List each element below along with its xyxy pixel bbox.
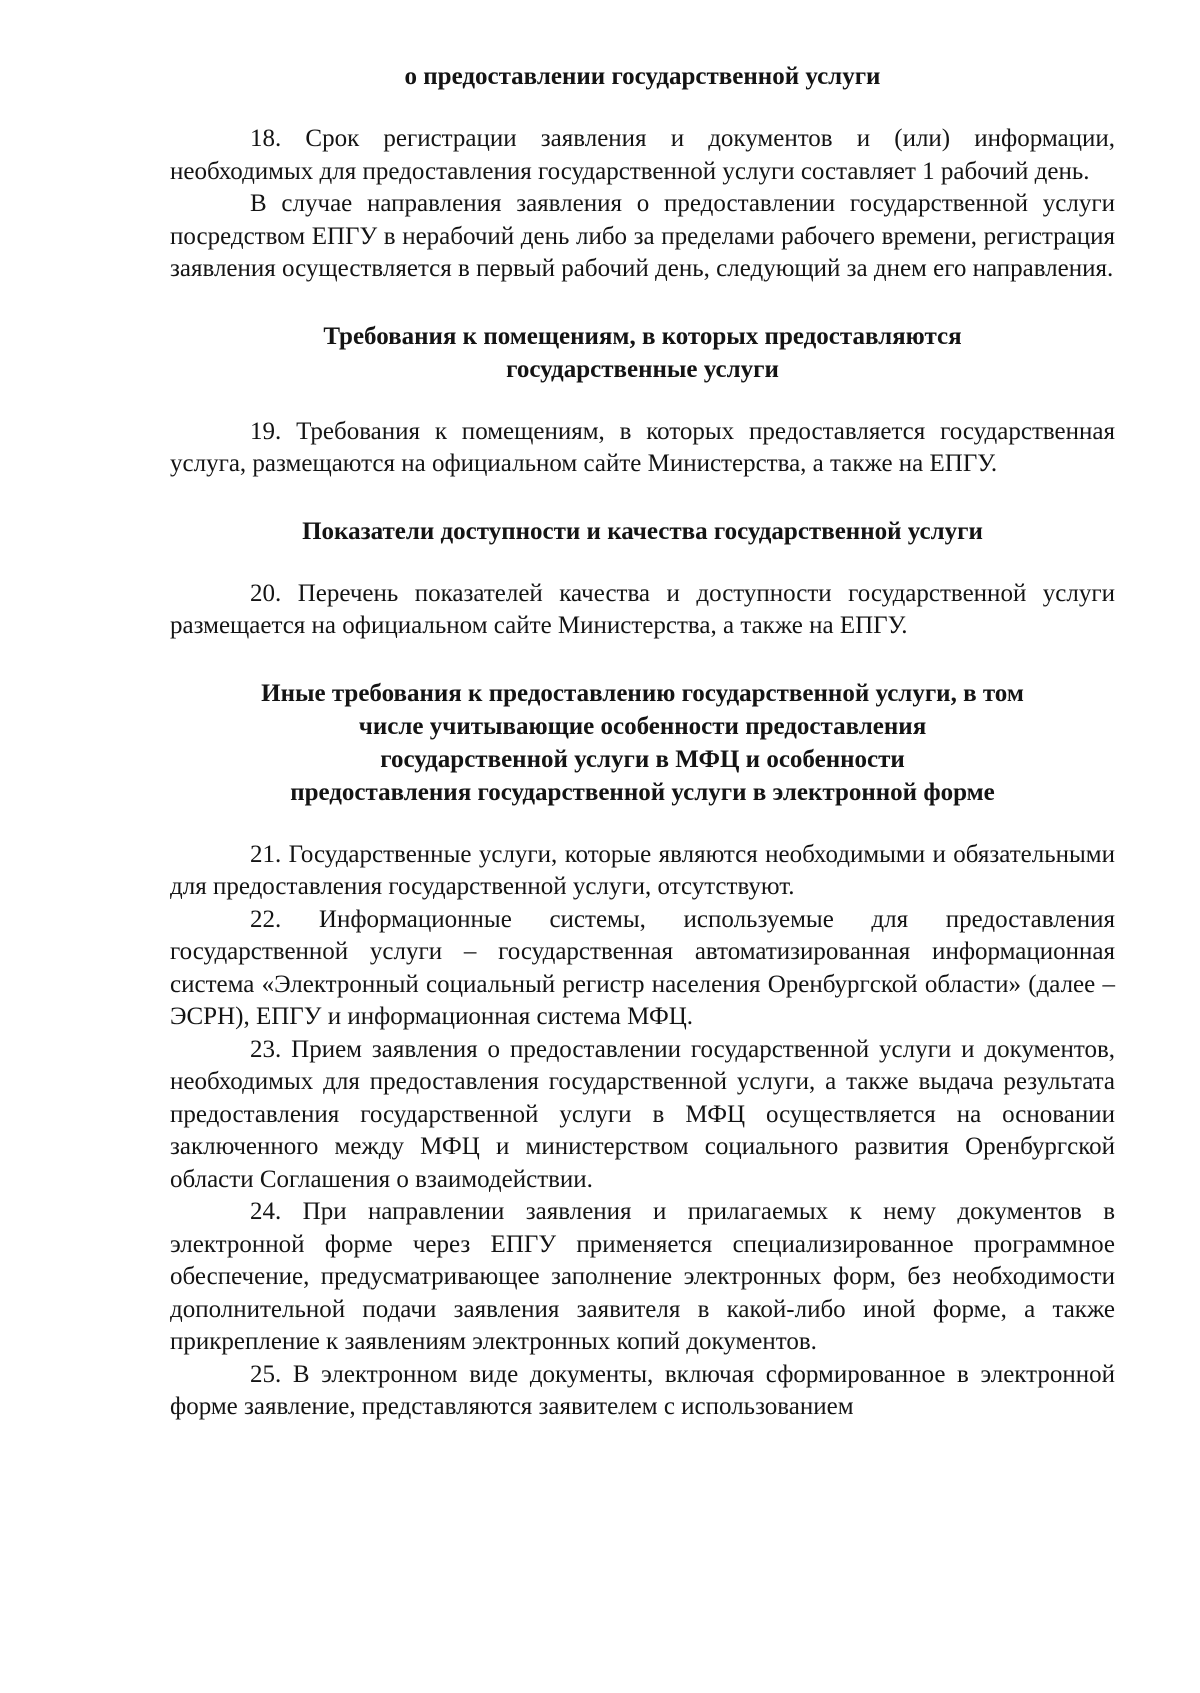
paragraph-22: 22. Информационные системы, используемые для предоставления государственной услуги – государственная автоматизированная информационная система «Электронный социальный регистр населения Оренбургской области» (далее – ЭСРН), ЕПГУ и информационная система МФЦ. <box>170 905 1115 1030</box>
heading-other-line-2: числе учитывающие особенности предоставления <box>358 712 927 740</box>
paragraph-19: 19. Требования к помещениям, в которых предоставляется государственная услуга, размещаются на официальном сайте Министерства, а также на ЕПГУ. <box>170 417 1115 477</box>
heading-premises-requirements <box>170 320 1115 386</box>
paragraph-25: 25. В электронном виде документы, включая сформированное в электронной форме заявление, представляются заявителем с использованием <box>170 1360 1115 1420</box>
paragraph-20: 20. Перечень показателей качества и доступности государственной услуги размещается на официальном сайте Министерства, а также на ЕПГУ. <box>170 579 1115 639</box>
heading-other-line-4: предоставления государственной услуги в электронной форме <box>290 778 995 806</box>
paragraph-24: 24. При направлении заявления и прилагаемых к нему документов в электронной форме через ЕПГУ применяется специализированное программное обеспечение, предусматривающее заполнение электронных форм, без необходимости дополнительной подачи заявления заявителя в какой-либо иной форме, а также прикрепление к заявлениям электронных копий документов. <box>170 1198 1115 1355</box>
paragraph-18: 18. Срок регистрации заявления и документов и (или) информации, необходимых для предоставления государственной услуги составляет 1 рабочий день. <box>170 125 1115 185</box>
heading-accessibility-indicators: Показатели доступности и качества государственной услуги <box>302 517 983 545</box>
paragraph-18-continuation: В случае направления заявления о предоставлении государственной услуги посредством ЕПГУ в нерабочий день либо за пределами рабочего времени, регистрация заявления осуществляется в первый рабочий день, следующий за днем его направления. <box>170 190 1115 282</box>
heading-premises-line-2: государственные услуги <box>506 355 779 383</box>
document-body <box>170 60 1115 1424</box>
heading-premises-line-1: Требования к помещениям, в которых предоставляются <box>323 322 962 350</box>
heading-other-requirements <box>170 677 1115 809</box>
heading-other-line-1: Иные требования к предоставлению государственной услуги, в том <box>261 679 1024 707</box>
top-heading: о предоставлении государственной услуги <box>404 63 881 90</box>
heading-other-line-3: государственной услуги в МФЦ и особенности <box>380 745 905 773</box>
paragraph-23: 23. Прием заявления о предоставлении государственной услуги и документов, необходимых для предоставления государственной услуги, а также выдача результата предоставления государственной услуги в МФЦ осуществляется на основании заключенного между МФЦ и министерством социального развития Оренбургской области Соглашения о взаимодействии. <box>170 1035 1115 1193</box>
paragraph-21: 21. Государственные услуги, которые являются необходимыми и обязательными для предоставления государственной услуги, отсутствуют. <box>170 840 1115 900</box>
